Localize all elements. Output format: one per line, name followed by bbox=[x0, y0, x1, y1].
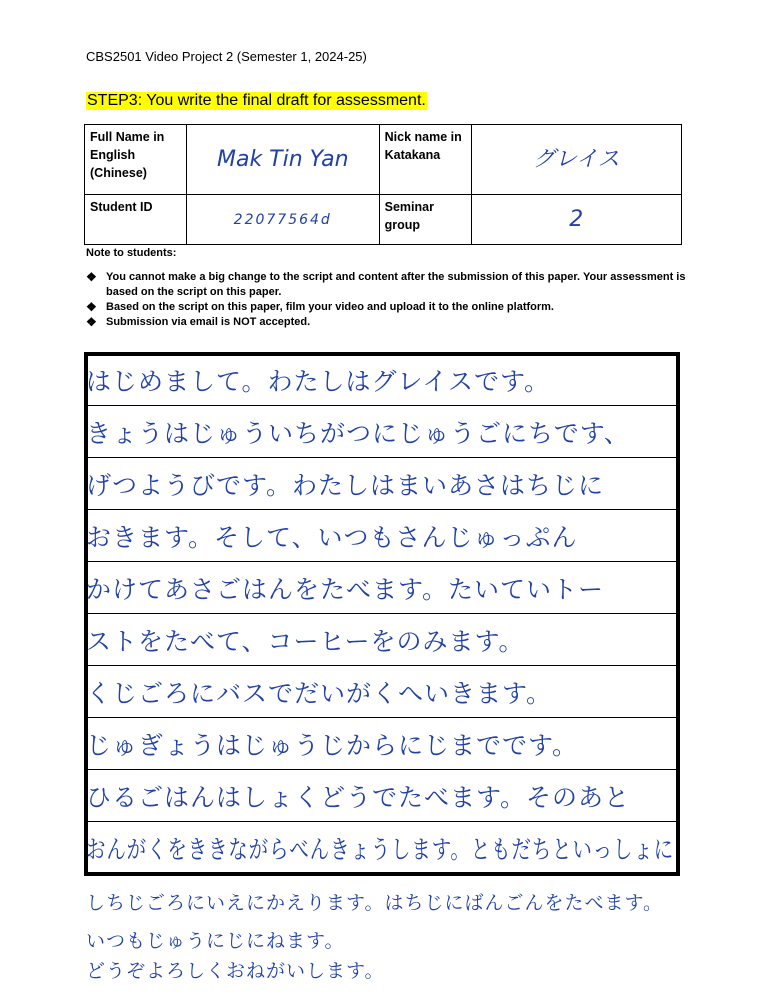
step-title: STEP3: You write the final draft for assessment. bbox=[87, 92, 426, 109]
row-divider bbox=[88, 405, 676, 406]
note-item: ❖ Based on the script on this paper, film your video and upload it to the online platform. bbox=[86, 300, 554, 314]
document-header: CBS2501 Video Project 2 (Semester 1, 2024-25) bbox=[86, 49, 367, 64]
script-line: はじめまして。わたしはグレイスです。 bbox=[86, 367, 551, 396]
student-info-table bbox=[84, 124, 682, 245]
full-name-label: Full Name in English (Chinese) bbox=[85, 125, 187, 195]
notes-list bbox=[86, 270, 686, 330]
script-line: ひるごはんはしょくどうでたべます。そのあと bbox=[86, 783, 631, 812]
overflow-line: いつもじゅうにじにねます。 bbox=[86, 930, 345, 952]
full-name-value: Mak Tin Yan bbox=[186, 125, 379, 195]
diamond-bullet-icon: ❖ bbox=[86, 300, 97, 314]
script-line: おきます。そして、いつもさんじゅっぷん bbox=[86, 523, 578, 552]
row-divider bbox=[88, 717, 676, 718]
row-divider bbox=[88, 821, 676, 822]
nickname-value: グレイス bbox=[471, 125, 681, 195]
overflow-line: しちじごろにいえにかえります。はちじにばんごんをたべます。 bbox=[86, 892, 663, 914]
seminar-label: Seminar group bbox=[379, 195, 471, 245]
nickname-label: Nick name in Katakana bbox=[379, 125, 471, 195]
diamond-bullet-icon: ❖ bbox=[86, 315, 97, 329]
row-divider bbox=[88, 613, 676, 614]
row-divider bbox=[88, 665, 676, 666]
diamond-bullet-icon: ❖ bbox=[86, 270, 97, 284]
seminar-value: 2 bbox=[471, 195, 681, 245]
script-line: かけてあさごはんをたべます。たいていトー bbox=[86, 575, 605, 604]
row-divider bbox=[88, 509, 676, 510]
row-divider bbox=[88, 769, 676, 770]
note-item: ❖ Submission via email is NOT accepted. bbox=[86, 315, 311, 329]
note-item: ❖ You cannot make a big change to the script and content after the submission of this paper. Your assessment is based on the script on this paper. bbox=[86, 270, 686, 298]
student-id-label: Student ID bbox=[85, 195, 187, 245]
script-line: じゅぎょうはじゅうじからにじまでです。 bbox=[86, 731, 579, 760]
row-divider bbox=[88, 457, 676, 458]
script-line: きょうはじゅういちがつにじゅうごにちです、 bbox=[86, 419, 630, 448]
script-line: げつようびです。わたしはまいあさはちじに bbox=[86, 471, 605, 500]
note-title: Note to students: bbox=[86, 247, 177, 259]
script-line: ストをたべて、コーヒーをのみます。 bbox=[86, 627, 525, 656]
overflow-line: どうぞよろしくおねがいします。 bbox=[86, 960, 385, 982]
student-id-value: 22077564d bbox=[186, 195, 379, 245]
script-line: おんがくをききながらべんきょうします。ともだちといっしょに bbox=[86, 835, 675, 864]
row-divider bbox=[88, 561, 676, 562]
script-line: くじごろにバスでだいがくへいきます。 bbox=[86, 679, 553, 708]
